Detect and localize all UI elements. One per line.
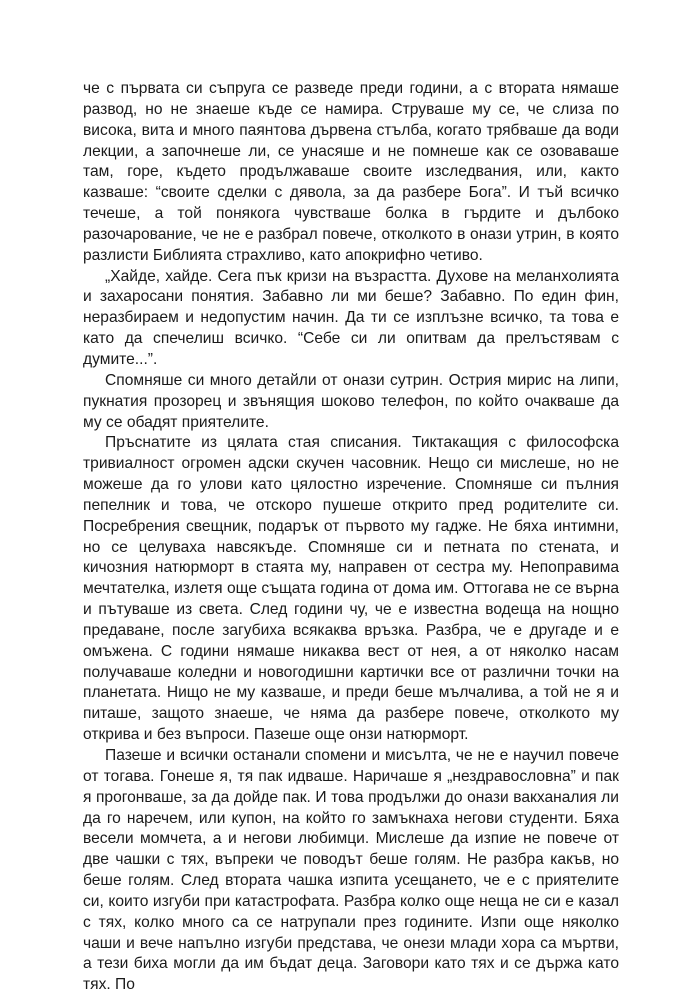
paragraph: Спомняше си много детайли от онази сутрин. Острия мирис на липи, пукнатия прозорец и звънящия шоково телефон, по който очакваше да му се обадят приятелите. bbox=[83, 371, 619, 431]
paragraph: „Хайде, хайде. Сега пък кризи на възрастта. Духове на меланхолията и захаросани понятия. Забавно ли ми беше? Забавно. По един фин, неразбираем и недопустим начин. Да ти се изплъзне всичко, та това е като да спечелиш всичко. “Себе си ли опитвам да прелъстявам с думите...”. bbox=[83, 267, 619, 368]
paragraph: Пазеше и всички останали спомени и мисълта, че не е научил повече от тогава. Гонеше я, тя пак идваше. Наричаше я „нездравословна” и пак я прогонваше, за да дойде пак. И това продължи до онази вакханалия ли да го наречем, или купон, на който го замъкнаха негови студенти. Бяха весели момчета, а и негови любимци. Мислеше да изпие не повече от две чашки с тях, въпреки че поводът беше голям. Не разбра какъв, но беше голям. След втората чашка изпита усещането, че е с приятелите си, които изгуби при катастрофата. Разбра колко още неща не си е казал с тях, колко много са се натрупали през годините. Изпи още няколко чаши и вече напълно изгуби представа, че онези млади хора са мъртви, а тези биха могли да им бъдат деца. Заговори като тях и се държа като тях. По bbox=[83, 747, 619, 994]
paragraph: Пръснатите из цялата стая списания. Тиктакащия с философска тривиалност огромен адски скучен часовник. Нещо си мислеше, но не можеше да го улови като цялостно изречение. Спомняше си пълния пепелник и това, че отскоро пушеше открито пред родителите си. Посребрения свещник, подарък от първото му гадже. Не бяха интимни, но се целуваха навсякъде. Спомняше си и петната по стената, и кичозния натюрморт в стаята му, направен от сестра му. Непоправима мечтателка, излетя още същата година от дома им. Оттогава не се върна и пътуваше из света. След години чу, че е известна водеща на нощно предаване, после загубиха всякаква връзка. Разбра, че е другаде и е омъжена. С години нямаше никаква вест от нея, а от няколко насам получаваше коледни и новогодишни картички все от различни точки на планетата. Нищо не му казваше, и преди беше мълчалива, а той не я и питаше, защото знаеше, че няма да разбере повече, отколкото му открива и без въпроси. Пазеше още онзи натюрморт. bbox=[83, 434, 619, 744]
document-page bbox=[83, 79, 619, 996]
paragraph: че с първата си съпруга се разведе преди години, а с втората нямаше развод, но не знаеше къде се намира. Струваше му се, че слиза по висока, вита и много паянтова дървена стълба, когато трябваше да води лекции, а започнеше ли, се унасяше и не помнеше как се озоваваше там, горе, където продължаваше своите изследвания, или, както казваше: “своите сделки с дявола, за да разбере Бога”. И тъй всичко течеше, а той понякога чувстваше болка в гърдите и дълбоко разочарование, че не е разбрал повече, отколкото в онази утрин, в която разлисти Библията страхливо, като апокрифно четиво. bbox=[83, 80, 619, 264]
